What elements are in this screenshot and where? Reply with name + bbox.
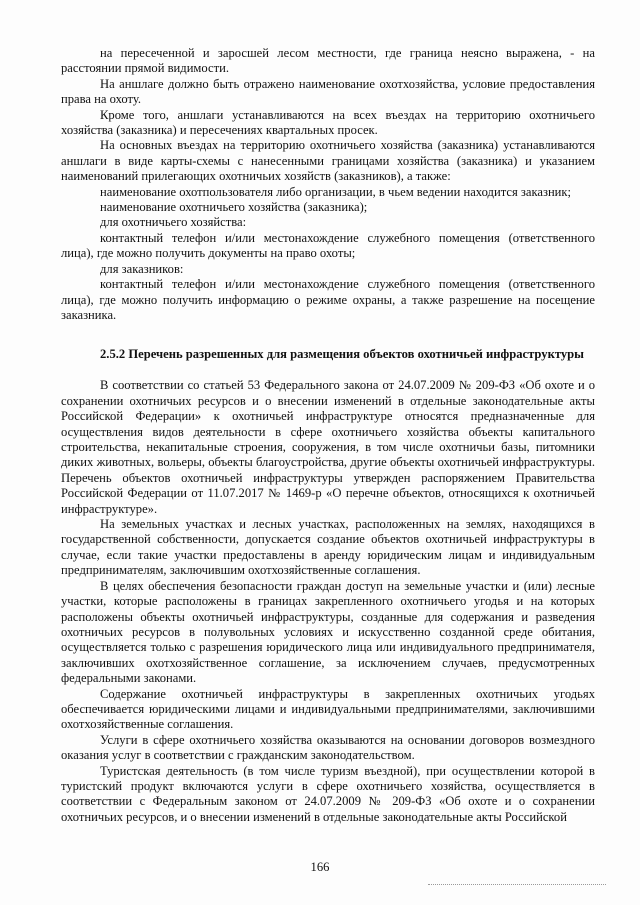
paragraph: Кроме того, аншлаги устанавливаются на всех въездах на территорию охотничьего хозяйства (заказника) и пересечениях квартальных просек. bbox=[61, 107, 595, 138]
paragraph: на пересеченной и заросшей лесом местности, где граница неясно выражена, - на расстоянии прямой видимости. bbox=[61, 46, 595, 76]
paragraph: На земельных участках и лесных участках, расположенных на землях, находящихся в государственной собственности, допускается создание объектов охотничьей инфраструктуры в случае, если такие участки предоставлены в аренду юридическим лицам и индивидуальным предпринимателям, заключившим охотхозяйственные соглашения. bbox=[61, 517, 595, 578]
list-item: наименование охотпользователя либо организации, в чьем ведении находится заказник; bbox=[100, 184, 572, 199]
text-block-section bbox=[61, 347, 595, 825]
list-item: контактный телефон и/или местонахождение служебного помещения (ответственного лица), где можно получить информацию о режиме охраны, а также разрешение на посещение заказника. bbox=[61, 277, 595, 322]
list-item: для охотничьего хозяйства: bbox=[100, 215, 247, 230]
page-number: 166 bbox=[310, 860, 330, 874]
paragraph: В соответствии со статьей 53 Федерального закона от 24.07.2009 № 209-ФЗ «Об охоте и о сохранении охотничьих ресурсов и о внесении изменений в отдельные законодательные акты Российской Федерации» к охотничьей инфраструктуре относятся предназначенные для осуществления видов деятельности в сфере охотничьего хозяйства объекты капитального строительства, некапитальные строения, сооружения, в том числе охотничьи базы, питомники диких животных, вольеры, объекты благоустройства, другие объекты охотничьей инфраструктуры. Перечень объектов охотничьей инфраструктуры утвержден распоряжением Правительства Российской Федерации от 11.07.2017 № 1469-р «О перечне объектов, относящихся к охотничьей инфраструктуре». bbox=[61, 378, 595, 516]
text-block-upper bbox=[61, 46, 595, 323]
list-item: наименование охотничьего хозяйства (заказника); bbox=[100, 200, 368, 215]
list-item: для заказников: bbox=[100, 261, 184, 276]
scan-edge-divider bbox=[428, 884, 606, 885]
paragraph: Туристская деятельность (в том числе туризм въездной), при осуществлении которой в туристский продукт включаются услуги в сфере охотничьего хозяйства, осуществляется в соответствии с Федеральным законом от 24.07.2009 № 209-ФЗ «Об охоте и о сохранении охотничьих ресурсов, и о внесении изменений в отдельные законодательные акты Российской bbox=[61, 763, 595, 824]
paragraph: На аншлаге должно быть отражено наименование охотхозяйства, условие предоставления права на охоту. bbox=[61, 76, 595, 107]
paragraph: В целях обеспечения безопасности граждан доступ на земельные участки и (или) лесные участки, которые расположены в границах закрепленного охотничьего угодья и на которых расположены объекты охотничьей инфраструктуры, созданные для содержания и разведения охотничьих ресурсов в полувольных условиях и искусственно созданной среде обитания, осуществляется только с разрешения юридического лица или индивидуального предпринимателя, заключивших охотхозяйственное соглашение, за исключением случаев, предусмотренных федеральными законами. bbox=[61, 578, 595, 686]
section-heading: 2.5.2 Перечень разрешенных для размещения объектов охотничьей инфраструктуры bbox=[100, 347, 584, 361]
paragraph: Услуги в сфере охотничьего хозяйства оказываются на основании договоров возмездного оказания услуг в соответствии с гражданским законодательством. bbox=[61, 732, 595, 763]
paragraph: Содержание охотничьей инфраструктуры в закрепленных охотничьих угодьях обеспечивается юридическими лицами и индивидуальными предпринимателями, заключившими охотхозяйственные соглашения. bbox=[61, 686, 595, 732]
paragraph: На основных въездах на территорию охотничьего хозяйства (заказника) устанавливаются аншлаги в виде карты-схемы с нанесенными границами хозяйства (заказника) и указанием наименований прилегающих охотничьих хозяйств (заказников), а также: bbox=[61, 138, 595, 184]
list-item: контактный телефон и/или местонахождение служебного помещения (ответственного лица), где можно получить документы на право охоты; bbox=[61, 230, 595, 261]
